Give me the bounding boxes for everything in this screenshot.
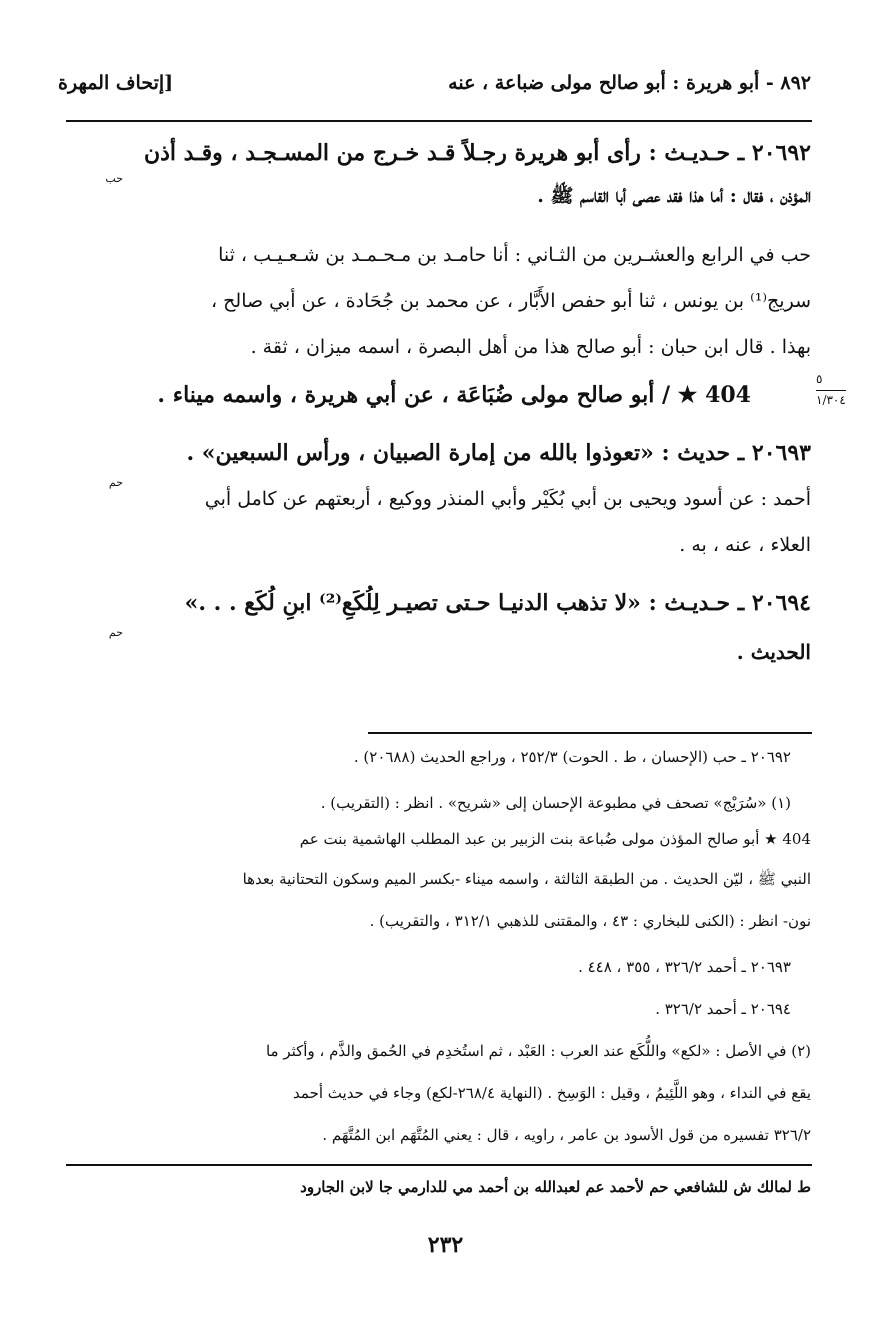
footnote-5: نون- انظر : (الكنى للبخاري : ٤٣ ، والمقتنى للذهبي ٣١٢/١ ، والتقريب) . <box>369 912 811 930</box>
hadith-20692-line-1: ٢٠٦٩٢ ـ حـديـث : رأى أبو هريرة رجـلاً قـد خـرج من المسـجـد ، وقـد أذن <box>143 140 811 166</box>
footnote-7: ٢٠٦٩٤ ـ أحمد ٣٢٦/٢ . <box>655 1000 791 1018</box>
margin-note-bottom: ١/٣٠٤ <box>816 390 846 407</box>
hadith-20693-line-3: العلاء ، عنه ، به . <box>679 534 811 556</box>
footnote-2: (١) «سُرَيْج» تصحف في مطبوعة الإحسان إلى «شريح» . انظر : (التقريب) . <box>320 794 791 812</box>
symbols-legend: ط لمالك ش للشافعي حم لأحمد عم لعبدالله بن أحمد مي للدارمي جا لابن الجارود <box>300 1178 811 1196</box>
hadith-20693-line-1: ٢٠٦٩٣ ـ حديث : «تعوذوا بالله من إمارة الصبيان ، ورأس السبعين» . <box>186 440 811 466</box>
narrator-heading-404: 404 ★ / أبو صالح مولى ضُبَاعَة ، عن أبي هريرة ، واسمه ميناء . <box>157 382 751 408</box>
legend-rule <box>66 1164 812 1166</box>
footnote-rule <box>368 732 812 734</box>
footnote-6: ٢٠٦٩٣ ـ أحمد ٣٢٦/٢ ، ٣٥٥ ، ٤٤٨ . <box>578 958 791 976</box>
hadith-20692-line-2: المؤذن ، فقال : أما هذا فقد عصى أبا القاسم ﷺ . <box>537 185 811 207</box>
hadith-20694-line-1: ٢٠٦٩٤ ـ حـديـث : «لا تذهب الدنيـا حـتى تصيـر لِلُكَعِ⁽²⁾ ابنِ لُكَع . . .» <box>184 590 811 616</box>
footnote-3: 404 ★ أبو صالح المؤذن مولى ضُباعة بنت الزبير بن عبد المطلب الهاشمية بنت عم <box>299 830 811 848</box>
running-title: ٨٩٢ - أبو هريرة : أبو صالح مولى ضباعة ، عنه <box>448 72 811 94</box>
source-symbol-hm-2: حم <box>108 626 123 639</box>
source-symbol-hb: حب <box>105 172 123 185</box>
footnote-4: النبي ﷺ ، ليّن الحديث . من الطبقة الثالثة ، واسمه ميناء -بكسر الميم وسكون التحتانية بعدها <box>242 870 811 888</box>
isnad-line-2: سريج⁽¹⁾ بن يونس ، ثنا أبو حفص الأَبَّار ، عن محمد بن جُحَادة ، عن أبي صالح ، <box>210 290 811 312</box>
source-symbol-hm-1: حم <box>108 476 123 489</box>
hadith-20693-line-2: أحمد : عن أسود ويحيى بن أبي بُكَيْر وأبي المنذر ووكيع ، أربعتهم عن كامل أبي <box>204 488 811 510</box>
footnote-8: (٢) في الأصل : «لكع» واللُّكَع عند العرب : العَبْد ، ثم استُخدِم في الحُمق والذَّم ، وأكثر ما <box>265 1042 811 1060</box>
isnad-line-1: حب في الرابع والعشـرين من الثـاني : أنا حامـد بن مـحـمـد بن شـعـيـب ، ثنا <box>218 244 811 266</box>
page-number: ٢٣٢ <box>427 1232 464 1258</box>
book-title: [إتحاف المهرة <box>58 72 174 94</box>
footnote-9: يقع في النداء ، وهو اللَّئِيمُ ، وقيل : الوَسِخ . (النهاية ٢٦٨/٤-لكع) وجاء في حديث أحمد <box>293 1084 811 1102</box>
isnad-line-3: بهذا . قال ابن حبان : أبو صالح هذا من أهل البصرة ، اسمه ميزان ، ثقة . <box>250 336 811 358</box>
footnote-1: ٢٠٦٩٢ ـ حب (الإحسان ، ط . الحوت) ٢٥٢/٣ ، وراجع الحديث (٢٠٦٨٨) . <box>353 748 791 766</box>
hadith-20694-line-2: الحديث . <box>736 640 811 664</box>
header-rule <box>66 120 812 122</box>
footnote-10: ٣٢٦/٢ تفسيره من قول الأسود بن عامر ، راويه ، قال : يعني المُتَّهَم ابن المُتَّهَم . <box>322 1126 811 1144</box>
margin-note-top: ٥ <box>816 372 823 386</box>
